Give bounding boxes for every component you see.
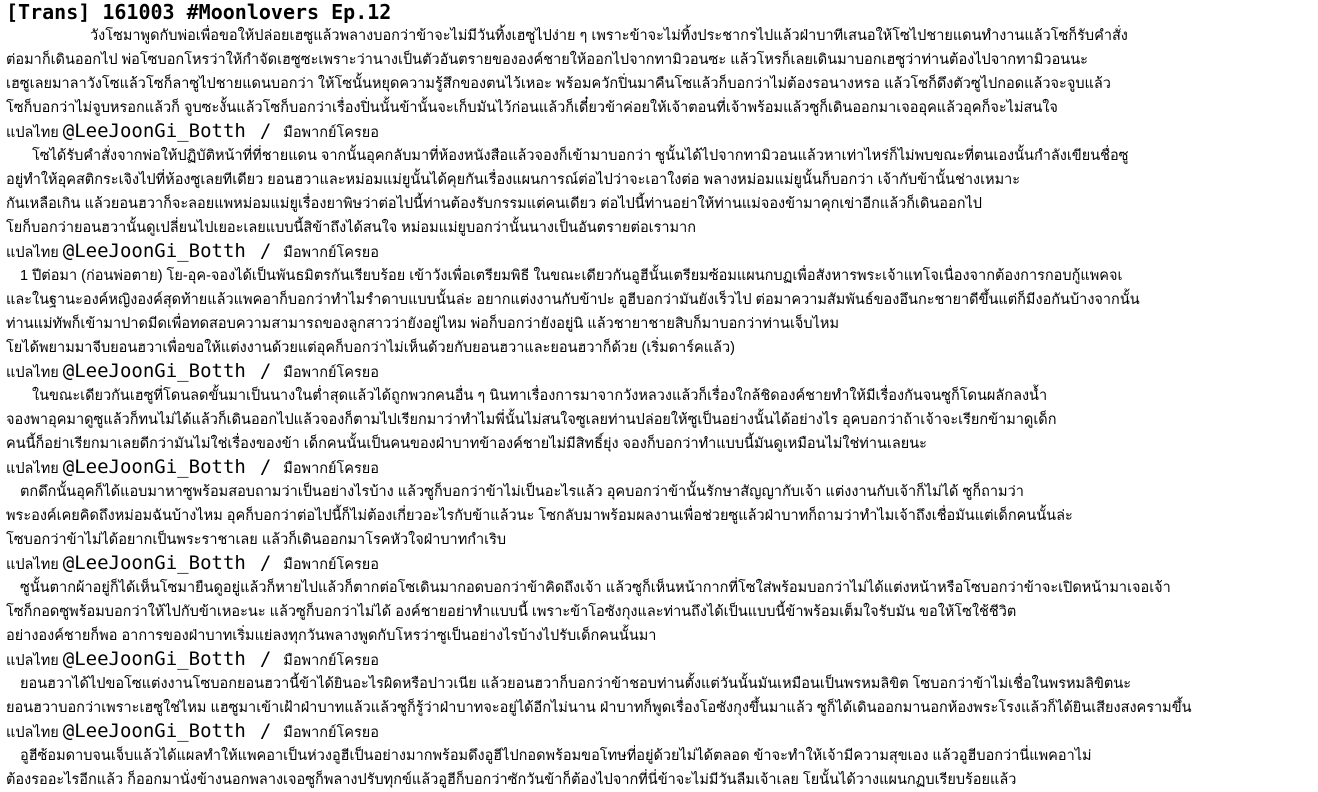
credit-handle: @LeeJoonGi_Botth <box>62 720 246 742</box>
credit-handle: @LeeJoonGi_Botth <box>62 360 246 382</box>
credit-prefix: แปลไทย <box>6 461 59 477</box>
paragraph-line: 1 ปีต่อมา (ก่อนพ่อตาย) โย-อุค-จองได้เป็นพันธมิตรกันเรียบร้อย เข้าวังเพื่อเตรียมพิธี ในขณะเดียวกันอูฮีนั้นเตรียมซ้อมแผนกบฏเพื่อสังหารพระเจ้าแทโจเนื่องจากต้องการกอบกู้แพคจเ <box>20 268 1123 284</box>
credit-handle: @LeeJoonGi_Botth <box>62 456 246 478</box>
paragraph-line: โซก็บอกว่าไม่จูบหรอกแล้วก็ จูบซะงั้นแล้วโซก็บอกว่าเรื่องปิ่นนั้นข้านั้นจะเก็บมันไว้ก่อนแล้วก็เดี๋ยวข้าค่อยให้เจ้าตอนที่เจ้าพร้อมแล้วซูก็เดินออกมาเจออุคแล้วอุคก็จะไม่สนใจ <box>6 100 1058 116</box>
document-title: [Trans] 161003 #Moonlovers Ep.12 <box>6 0 392 24</box>
credit-suffix: มือพากย์โครยอ <box>283 125 380 141</box>
paragraph-line: อูฮีซ้อมดาบจนเจ็บแล้วได้แผลทำให้แพคอาเป็นห่วงอูฮีเป็นอย่างมากพร้อมดึงอูฮีไปกอดพร้อมขอโทษที่อยู่ด้วยไม่ได้ตลอด ข้าจะทำให้เจ้ามีความสุขเอง แล้วอูฮีบอกว่านี่แพคอาไม่ <box>20 748 1092 764</box>
credit-slash: / <box>259 120 272 142</box>
credit-suffix: มือพากย์โครยอ <box>283 557 380 573</box>
paragraph-line: ต่อมาก็เดินออกไป พ่อโซบอกโหรว่าให้กำจัดเฮซูซะเพราะว่านางเป็นตัวอันตรายขององค์ชายให้ออกไปจากทามิวอนซะ แล้วโหรก็เลยเดินมาบอกเฮซูว่าท่านต้องไปจากทามิวอนนะ <box>6 52 1088 68</box>
credit-slash: / <box>259 360 272 382</box>
paragraph-line: วังโซมาพูดกับพ่อเพื่อขอให้ปล่อยเฮซูแล้วพลางบอกว่าข้าจะไม่มีวันทิ้งเฮซูไปง่าย ๆ เพราะข้าจะไม่ทิ้งประชากรไปแล้วฝ่าบาทีเสนอให้โซไปชายแดนทำงานแล้วโซก็รับคำสั่ง <box>90 28 1128 44</box>
credit-suffix: มือพากย์โครยอ <box>283 461 380 477</box>
translator-credit <box>6 648 1312 672</box>
credit-prefix: แปลไทย <box>6 653 59 669</box>
paragraph-line: จองพาอุคมาดูซูแล้วก็ทนไม่ได้แล้วก็เดินออกไปแล้วจองก็ตามไปเรียกมาว่าทำไมพี่นั้นไม่สนใจซูเลยท่านปล่อยให้ซูเป็นอย่างนั้นได้อย่างไร อุคบอกว่าถ้าเจ้าจะเรียกข้ามาดูเด็ก <box>6 412 1057 428</box>
paragraph-line: โยก็บอกว่ายอนฮวานั้นดูเปลี่ยนไปเยอะเลยแบบนี้สิข้าถึงได้สนใจ หม่อมแม่ยูบอกว่านั้นนางเป็นอันตรายต่อเรามาก <box>6 220 697 236</box>
credit-suffix: มือพากย์โครยอ <box>283 245 380 261</box>
recap-paragraph <box>6 24 1312 120</box>
credit-slash: / <box>259 648 272 670</box>
document-body <box>6 24 1312 792</box>
paragraph-line: ยอนฮวาได้ไปขอโซแต่งงานโซบอกยอนฮวานี้ข้าได้ยินอะไรผิดหรือปาวเนีย แล้วยอนฮวาก็บอกว่าข้าชอบท่านตั้งแต่วันนั้นมันเหมือนเป็นพรหมลิขิต โซบอกว่าข้าไม่เชื่อในพรหมลิขิตนะ <box>20 676 1132 692</box>
translator-credit <box>6 720 1312 744</box>
credit-prefix: แปลไทย <box>6 245 59 261</box>
paragraph-line: ตกดึกนั้นอุคก็ได้แอบมาหาซูพร้อมสอบถามว่าเป็นอย่างไรบ้าง แล้วซูก็บอกว่าข้าไม่เป็นอะไรแล้ว อุคบอกว่าข้านั้นรักษาสัญญากับเจ้า แต่งงานกับเจ้าก็ไม่ได้ ซูก็ถามว่า <box>20 484 1024 500</box>
paragraph-line: ต้องรออะไรอีกแล้ว ก็ออกมานั่งข้างนอกพลางเจอซูก็พลางปรับทุกข์แล้วอูฮีก็บอกว่าซักวันข้าก็ต้องไปจากที่นี่ข้าจะไม่มีวันลืมเจ้าเลย โยนั้นได้วางแผนกฏบเรียบร้อยแล้ว <box>6 772 1017 788</box>
paragraph-line: อยู่ทำให้อุคสติกระเจิงไปที่ห้องซูเลยทีเดียว ยอนฮวาและหม่อมแม่ยูนั้นได้คุยกันเรื่องแผนการณ์ต่อไปว่าจะเอาใงต่อ พลางหม่อมแม่ยูนั้นก็บอกว่า เจ้ากับข้านั้นช่างเหมาะ <box>6 172 1021 188</box>
credit-slash: / <box>259 720 272 742</box>
credit-handle: @LeeJoonGi_Botth <box>62 552 246 574</box>
paragraph-line: โซก็กอดซูพร้อมบอกว่าให้ไปกับข้าเหอะนะ แล้วซูก็บอกว่าไม่ได้ องค์ชายอย่าทำแบบนี้ เพราะข้าโอซังกุงและท่านถึงได้เป็นแบบนี้ข้าพร้อมเต็มใจรับมัน ขอให้โซใช้ชีวิต <box>6 604 1017 620</box>
recap-paragraph <box>6 264 1312 360</box>
credit-slash: / <box>259 552 272 574</box>
paragraph-line: คนนี้ก็อย่าเรียกมาเลยดีกว่ามันไม่ใช่เรื่องของข้า เด็กคนนั้นเป็นคนของฝ่าบาทข้าองค์ชายไม่มีสิทธิ์ยุ่ง จองก็บอกว่าทำแบบนี้มันดูเหมือนไม่ใช่ท่านเลยนะ <box>6 436 927 452</box>
credit-slash: / <box>259 456 272 478</box>
credit-handle: @LeeJoonGi_Botth <box>62 120 246 142</box>
credit-suffix: มือพากย์โครยอ <box>283 725 380 741</box>
paragraph-line: ยอนฮวาบอกว่าเพราะเฮซูใช่ไหม แฮซูมาเข้าเฝ้าฝ่าบาทแล้วแล้วซูก็รู้ว่าฝ่าบาทจะอยู่ได้อีกไม่นาน ฝ่าบาทก็พูดเรื่องโอซังกุงขึ้นมาแล้ว ซูก็ได้เดินออกมานอกห้องพระโรงแล้วก็ได้ยินเสียงสงครามขึ้น <box>6 700 1192 716</box>
paragraph-line: โยได้พยามมาจีบยอนฮวาเพื่อขอให้แต่งงานด้วยแต่อุคก็บอกว่าไม่เห็นด้วยกับยอนฮวาและยอนฮวาก็ด้วย (เริ่มดาร์คแล้ว) <box>6 340 735 356</box>
credit-prefix: แปลไทย <box>6 365 59 381</box>
paragraph-line: และในฐานะองค์หญิงองค์สุดท้ายแล้วแพคอาก็บอกว่าทำไมรำดาบแบบนั้นล่ะ อยากแต่งงานกับข้าปะ อูฮีบอกว่ามันยังเร็วไป ต่อมาความสัมพันธ์ของอึนกะชายาดีขึ้นแต่ก็มีงอกันบ้างจากนั้น <box>6 292 1140 308</box>
paragraph-line: ท่านแม่ทัพก็เข้ามาปาดมีดเพื่อทดสอบความสามารถของลูกสาวว่ายังอยู่ไหม พ่อก็บอกว่ายังอยู่นิ แล้วชายาชายสิบก็มาบอกว่าท่านเจ็บไหม <box>6 316 840 332</box>
credit-handle: @LeeJoonGi_Botth <box>62 648 246 670</box>
recap-paragraph <box>6 576 1312 648</box>
credit-slash: / <box>259 240 272 262</box>
translator-credit <box>6 120 1312 144</box>
recap-paragraph <box>6 144 1312 240</box>
recap-paragraph <box>6 384 1312 456</box>
paragraph-line: ในขณะเดียวกันเฮซูที่โดนลดขั้นมาเป็นนางในต่ำสุดแล้วได้ถูกพวกคนอื่น ๆ นินทาเรื่องการมาจากวังหลวงแล้วก็เรื่องใกล้ชิดองค์ชายทำให้มีเรื่องกันจนซูก็โดนผลักลงน้ำ <box>32 388 1048 404</box>
translator-credit <box>6 552 1312 576</box>
translator-credit <box>6 456 1312 480</box>
recap-paragraph <box>6 480 1312 552</box>
recap-paragraph <box>6 744 1312 792</box>
recap-paragraph <box>6 672 1312 720</box>
credit-prefix: แปลไทย <box>6 557 59 573</box>
credit-suffix: มือพากย์โครยอ <box>283 365 380 381</box>
credit-prefix: แปลไทย <box>6 725 59 741</box>
paragraph-line: โซได้รับคำสั่งจากพ่อให้ปฏิบัติหน้าที่ที่ชายแดน จากนั้นอุคกลับมาที่ห้องหนังสือแล้วจองก็เข้ามาบอกว่า ซูนั้นได้ไปจากทามิวอนแล้วหาเท่าไหร่ก็ไม่พบขณะที่ตนเองนั้นกำลังเขียนชื่อซู <box>32 148 1129 164</box>
paragraph-line: เฮซูเลยมาลาวังโซแล้วโซก็ลาซูไปชายแดนบอกว่า ให้โซนั้นหยุดความรู้สึกของตนไว้เหอะ พร้อมควักปิ่นมาคืนโซแล้วก็บอกว่าไม่ต้องรอนางหรอ แล้วโซก็ดึงตัวซูไปกอดแล้วจะจูบแล้ว <box>6 76 1111 92</box>
credit-handle: @LeeJoonGi_Botth <box>62 240 246 262</box>
credit-prefix: แปลไทย <box>6 125 59 141</box>
translator-credit <box>6 240 1312 264</box>
paragraph-line: กันเหลือเกิน แล้วยอนฮวาก็จะลอยแพหม่อมแม่ยูเรื่องยาพิษว่าต่อไปนี้ท่านต้องรับกรรมแต่คนเดียว ต่อไปนี้ท่านอย่าให้ท่านแม่จองข้ามาคุกเข่าอีกแล้วก็เดินออกไป <box>6 196 982 212</box>
paragraph-line: อย่างองค์ชายก็พอ อาการของฝ่าบาทเริ่มแย่ลงทุกวันพลางพูดกับโหรว่าซูเป็นอย่างไรบ้างไปรับเด็กคนนั้นมา <box>6 628 657 644</box>
credit-suffix: มือพากย์โครยอ <box>283 653 380 669</box>
paragraph-line: ซูนั้นตากผ้าอยู่ก็ได้เห็นโซมายืนดูอยู่แล้วก็หายไปแล้วก็ตากต่อโซเดินมากอดบอกว่าข้าคิดถึงเจ้า แล้วซูก็เห็นหน้ากากที่โซใส่พร้อมบอกว่าไม่ได้แต่งหน้าหรือโซบอกว่าข้าจะเปิดหน้ามาเจอเจ้า <box>20 580 1171 596</box>
translator-credit <box>6 360 1312 384</box>
paragraph-line: พระองค์เคยคิดถึงหม่อมฉันบ้างไหม อุคก็บอกว่าต่อไปนี้ก็ไม่ต้องเกี่ยวอะไรกับข้าแล้วนะ โซกลับมาพร้อมผลงานเพื่อช่วยซูแล้วฝ่าบาทก็ถามว่าทำไมเจ้าถึงเชื่อมันแต่เด็กคนนั้นล่ะ <box>6 508 1073 524</box>
paragraph-line: โซบอกว่าข้าไม่ได้อยากเป็นพระราชาเลย แล้วก็เดินออกมาโรคหัวใจฝ่าบาทกำเริบ <box>6 532 507 548</box>
